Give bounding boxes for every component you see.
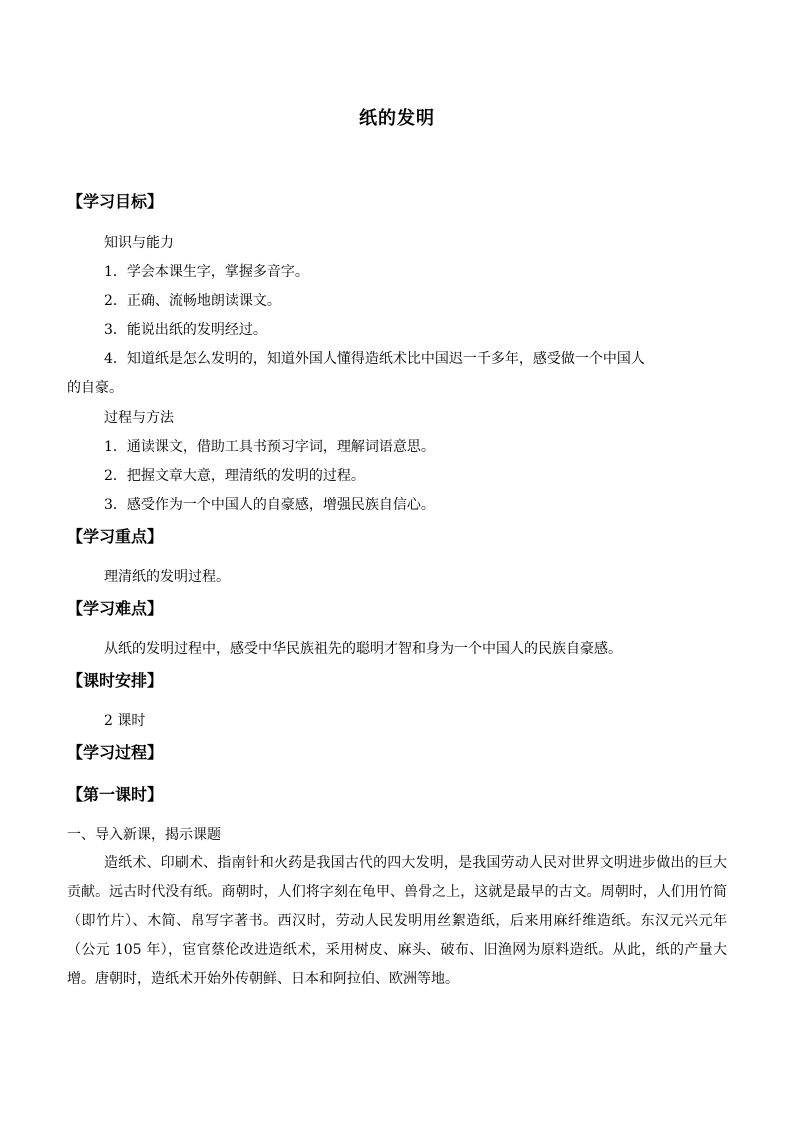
schedule-text: 2 课时 [104,713,146,729]
step-heading: 一、导入新课，揭示课题 [67,827,221,843]
heading-schedule: 【课时安排】 [67,671,164,690]
heading-key-points: 【学习重点】 [67,527,164,546]
list-item: 3．能说出纸的发明经过。 [104,322,267,338]
heading-difficulties: 【学习难点】 [67,599,164,618]
difficulties-text: 从纸的发明过程中，感受中华民族祖先的聪明才智和身为一个中国人的民族自豪感。 [104,641,622,657]
list-item: 2．正确、流畅地朗读课文。 [104,293,281,309]
heading-objectives: 【学习目标】 [67,192,164,211]
subheading-process-method: 过程与方法 [104,410,174,426]
list-item: 4．知道纸是怎么发明的，知道外国人懂得造纸术比中国迟一千多年，感受做一个中国人 [104,351,645,367]
list-item: 1．通读课文，借助工具书预习字词，理解词语意思。 [104,439,435,455]
page-title: 纸的发明 [359,108,435,129]
subheading-knowledge-ability: 知识与能力 [104,235,174,251]
heading-first-lesson: 【第一课时】 [67,785,164,804]
body-paragraph: 造纸术、印刷术、指南针和火药是我国古代的四大发明，是我国劳动人民对世界文明进步做出的巨大贡献。远古时代没有纸。商朝时，人们将字刻在龟甲、兽骨之上，这就是最早的古文。周朝时，人们用竹简（即竹片）、木简、帛写字著书。西汉时，劳动人民发明用丝絮造纸，后来用麻纤维造纸。东汉元兴元年（公元 105 年），宦官蔡伦改进造纸术，采用树皮、麻头、破布、旧渔网为原料造纸。从此，纸的产量大增。唐朝时，造纸术开始外传朝鲜、日本和阿拉伯、欧洲等地。 [67,855,727,987]
list-item: 1．学会本课生字，掌握多音字。 [104,264,309,280]
list-item: 3．感受作为一个中国人的自豪感，增强民族自信心。 [104,497,435,513]
list-item-continuation: 的自豪。 [67,380,123,396]
heading-process: 【学习过程】 [67,743,164,762]
key-points-text: 理清纸的发明过程。 [104,569,230,585]
list-item: 2．把握文章大意，理清纸的发明的过程。 [104,468,365,484]
